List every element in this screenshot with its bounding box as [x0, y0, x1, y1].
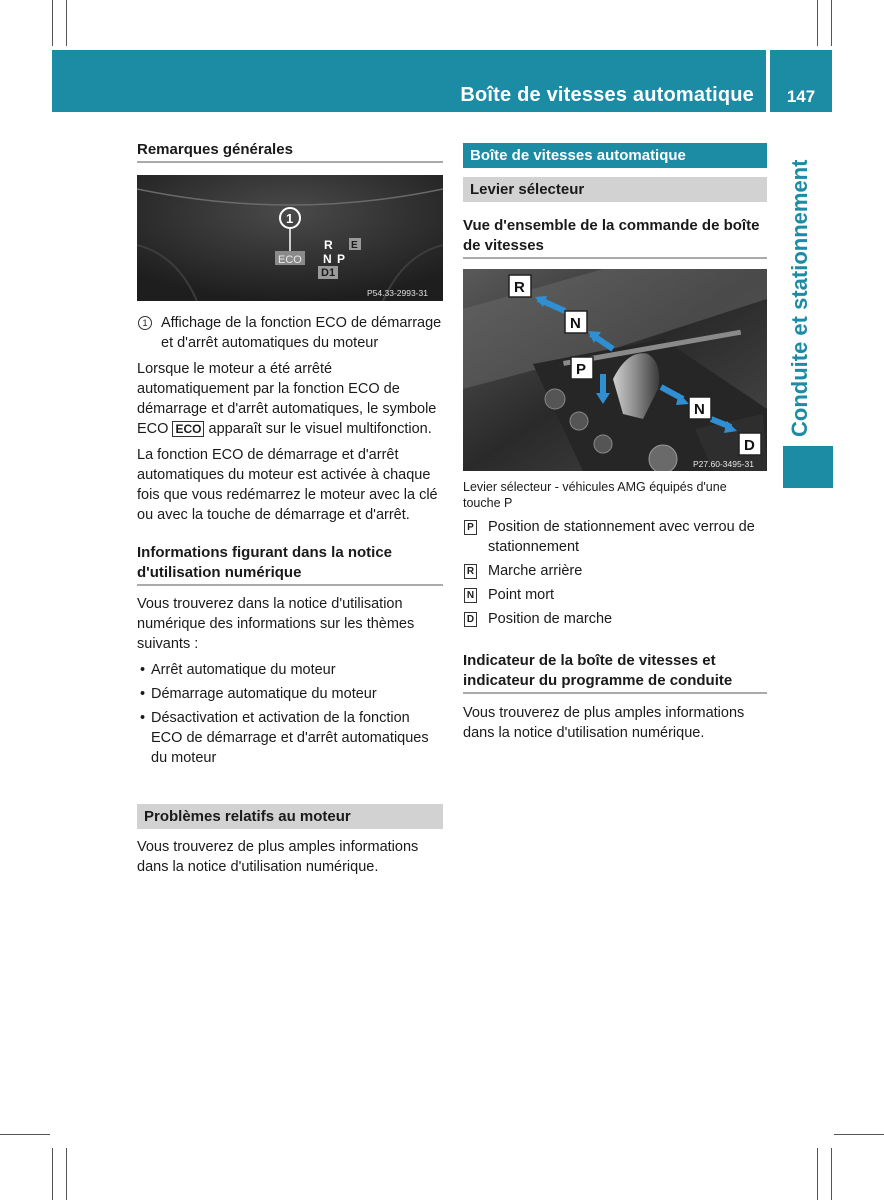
gear-key-d: D	[464, 612, 477, 627]
gear-e: E	[351, 240, 358, 251]
list-item-text: Point mort	[488, 587, 555, 603]
gear-key-r: R	[464, 564, 477, 579]
crop-mark	[52, 1148, 53, 1200]
band-problems-heading: Problèmes relatifs au moteur	[137, 804, 443, 829]
crop-mark	[0, 1134, 50, 1135]
lever-label-d: D	[744, 437, 755, 454]
paragraph-eco-activation: La fonction ECO de démarrage et d'arrêt automatiques du moteur est activée à chaque fois que vous redémarrez le moteur avec la clé ou avec la touche de démarrage et d'arrêt.	[137, 447, 438, 523]
callout-number: 1	[138, 316, 152, 330]
eco-symbol: ECO	[172, 421, 204, 437]
side-tab-block	[783, 446, 833, 488]
band-section-title: Boîte de vitesses automatique	[463, 143, 767, 168]
list-item	[463, 517, 767, 557]
lever-label-n-top: N	[570, 315, 581, 332]
list-item	[137, 708, 443, 768]
crop-mark	[817, 0, 818, 46]
crop-mark	[66, 1148, 67, 1200]
bullet-symbol: •	[140, 662, 146, 678]
bullet-symbol: •	[140, 686, 146, 702]
section-heading-overview: Vue d'ensemble de la commande de boîte de vitesses	[463, 216, 767, 259]
lever-label-r: R	[514, 279, 525, 296]
selector-lever-illustration	[463, 269, 767, 471]
crop-mark	[831, 1148, 832, 1200]
left-column	[137, 140, 443, 877]
image-caption: Levier sélecteur - véhicules AMG équipés d'une touche P	[463, 480, 727, 510]
page-number: 147	[786, 87, 816, 106]
instrument-cluster-image	[137, 175, 443, 301]
list-item-text: Position de stationnement avec verrou de stationnement	[488, 519, 755, 555]
list-item-text: Marche arrière	[488, 563, 583, 579]
info-intro: Vous trouverez dans la notice d'utilisation numérique des informations sur les thèmes suivants :	[137, 596, 415, 652]
cluster-image-ref: P54.33-2993-31	[367, 288, 428, 298]
list-item-text: Position de marche	[488, 611, 613, 627]
problems-text: Vous trouverez de plus amples informations dans la notice d'utilisation numérique.	[137, 839, 419, 875]
crop-mark	[52, 0, 53, 46]
list-item	[463, 585, 767, 605]
list-item-text: Démarrage automatique du moteur	[151, 686, 377, 702]
paragraph-eco-text-before: Lorsque le moteur a été arrêté automatiquement par la fonction ECO de démarrage et d'arrêt automatiques, le symbole ECO	[137, 361, 437, 437]
gear-key-p: P	[464, 520, 477, 535]
list-item	[463, 609, 767, 629]
section-heading-indicator: Indicateur de la boîte de vitesses et indicateur du programme de conduite	[463, 651, 767, 694]
gear-key-n: N	[464, 588, 477, 603]
header-bar	[52, 50, 766, 112]
list-item	[463, 561, 767, 581]
cluster-callout-number: 1	[286, 211, 294, 226]
side-tab-label	[783, 160, 817, 440]
crop-mark	[66, 0, 67, 46]
instrument-cluster-illustration	[137, 175, 443, 301]
crop-mark	[831, 0, 832, 46]
callout-item	[137, 313, 443, 353]
lever-image-ref: P27.60-3495-31	[693, 459, 754, 469]
list-item-text: Désactivation et activation de la fonction ECO de démarrage et d'arrêt automatiques du moteur	[151, 710, 429, 766]
side-tab-label-text: Conduite et stationnement	[787, 160, 812, 438]
cluster-eco-label: ECO	[278, 254, 302, 266]
list-item-text: Arrêt automatique du moteur	[151, 662, 336, 678]
lever-label-p: P	[576, 361, 587, 378]
paragraph-eco-symbol	[137, 359, 443, 439]
selector-lever-image	[463, 269, 767, 471]
list-item	[137, 660, 443, 680]
right-column	[463, 140, 767, 743]
band-subsection-title: Levier sélecteur	[463, 177, 767, 202]
gear-d1: D1	[321, 267, 336, 279]
lever-label-n-bottom: N	[694, 401, 705, 418]
gear-r: R	[324, 238, 333, 252]
crop-mark	[834, 1134, 884, 1135]
bullet-symbol: •	[140, 710, 146, 726]
indicator-text: Vous trouverez de plus amples informations dans la notice d'utilisation numérique.	[463, 705, 745, 741]
crop-mark	[817, 1148, 818, 1200]
section-heading-info: Informations figurant dans la notice d'utilisation numérique	[137, 543, 443, 586]
list-item	[137, 684, 443, 704]
page-number-box	[770, 50, 832, 112]
section-heading-remarks: Remarques générales	[137, 140, 443, 163]
header-title: Boîte de vitesses automatique	[460, 84, 754, 106]
paragraph-eco-text-after: apparaît sur le visuel multifonction.	[208, 421, 432, 437]
gear-n: N	[323, 252, 332, 266]
callout-text: Affichage de la fonction ECO de démarrage et d'arrêt automatiques du moteur	[161, 315, 442, 351]
gear-p: P	[337, 252, 346, 266]
